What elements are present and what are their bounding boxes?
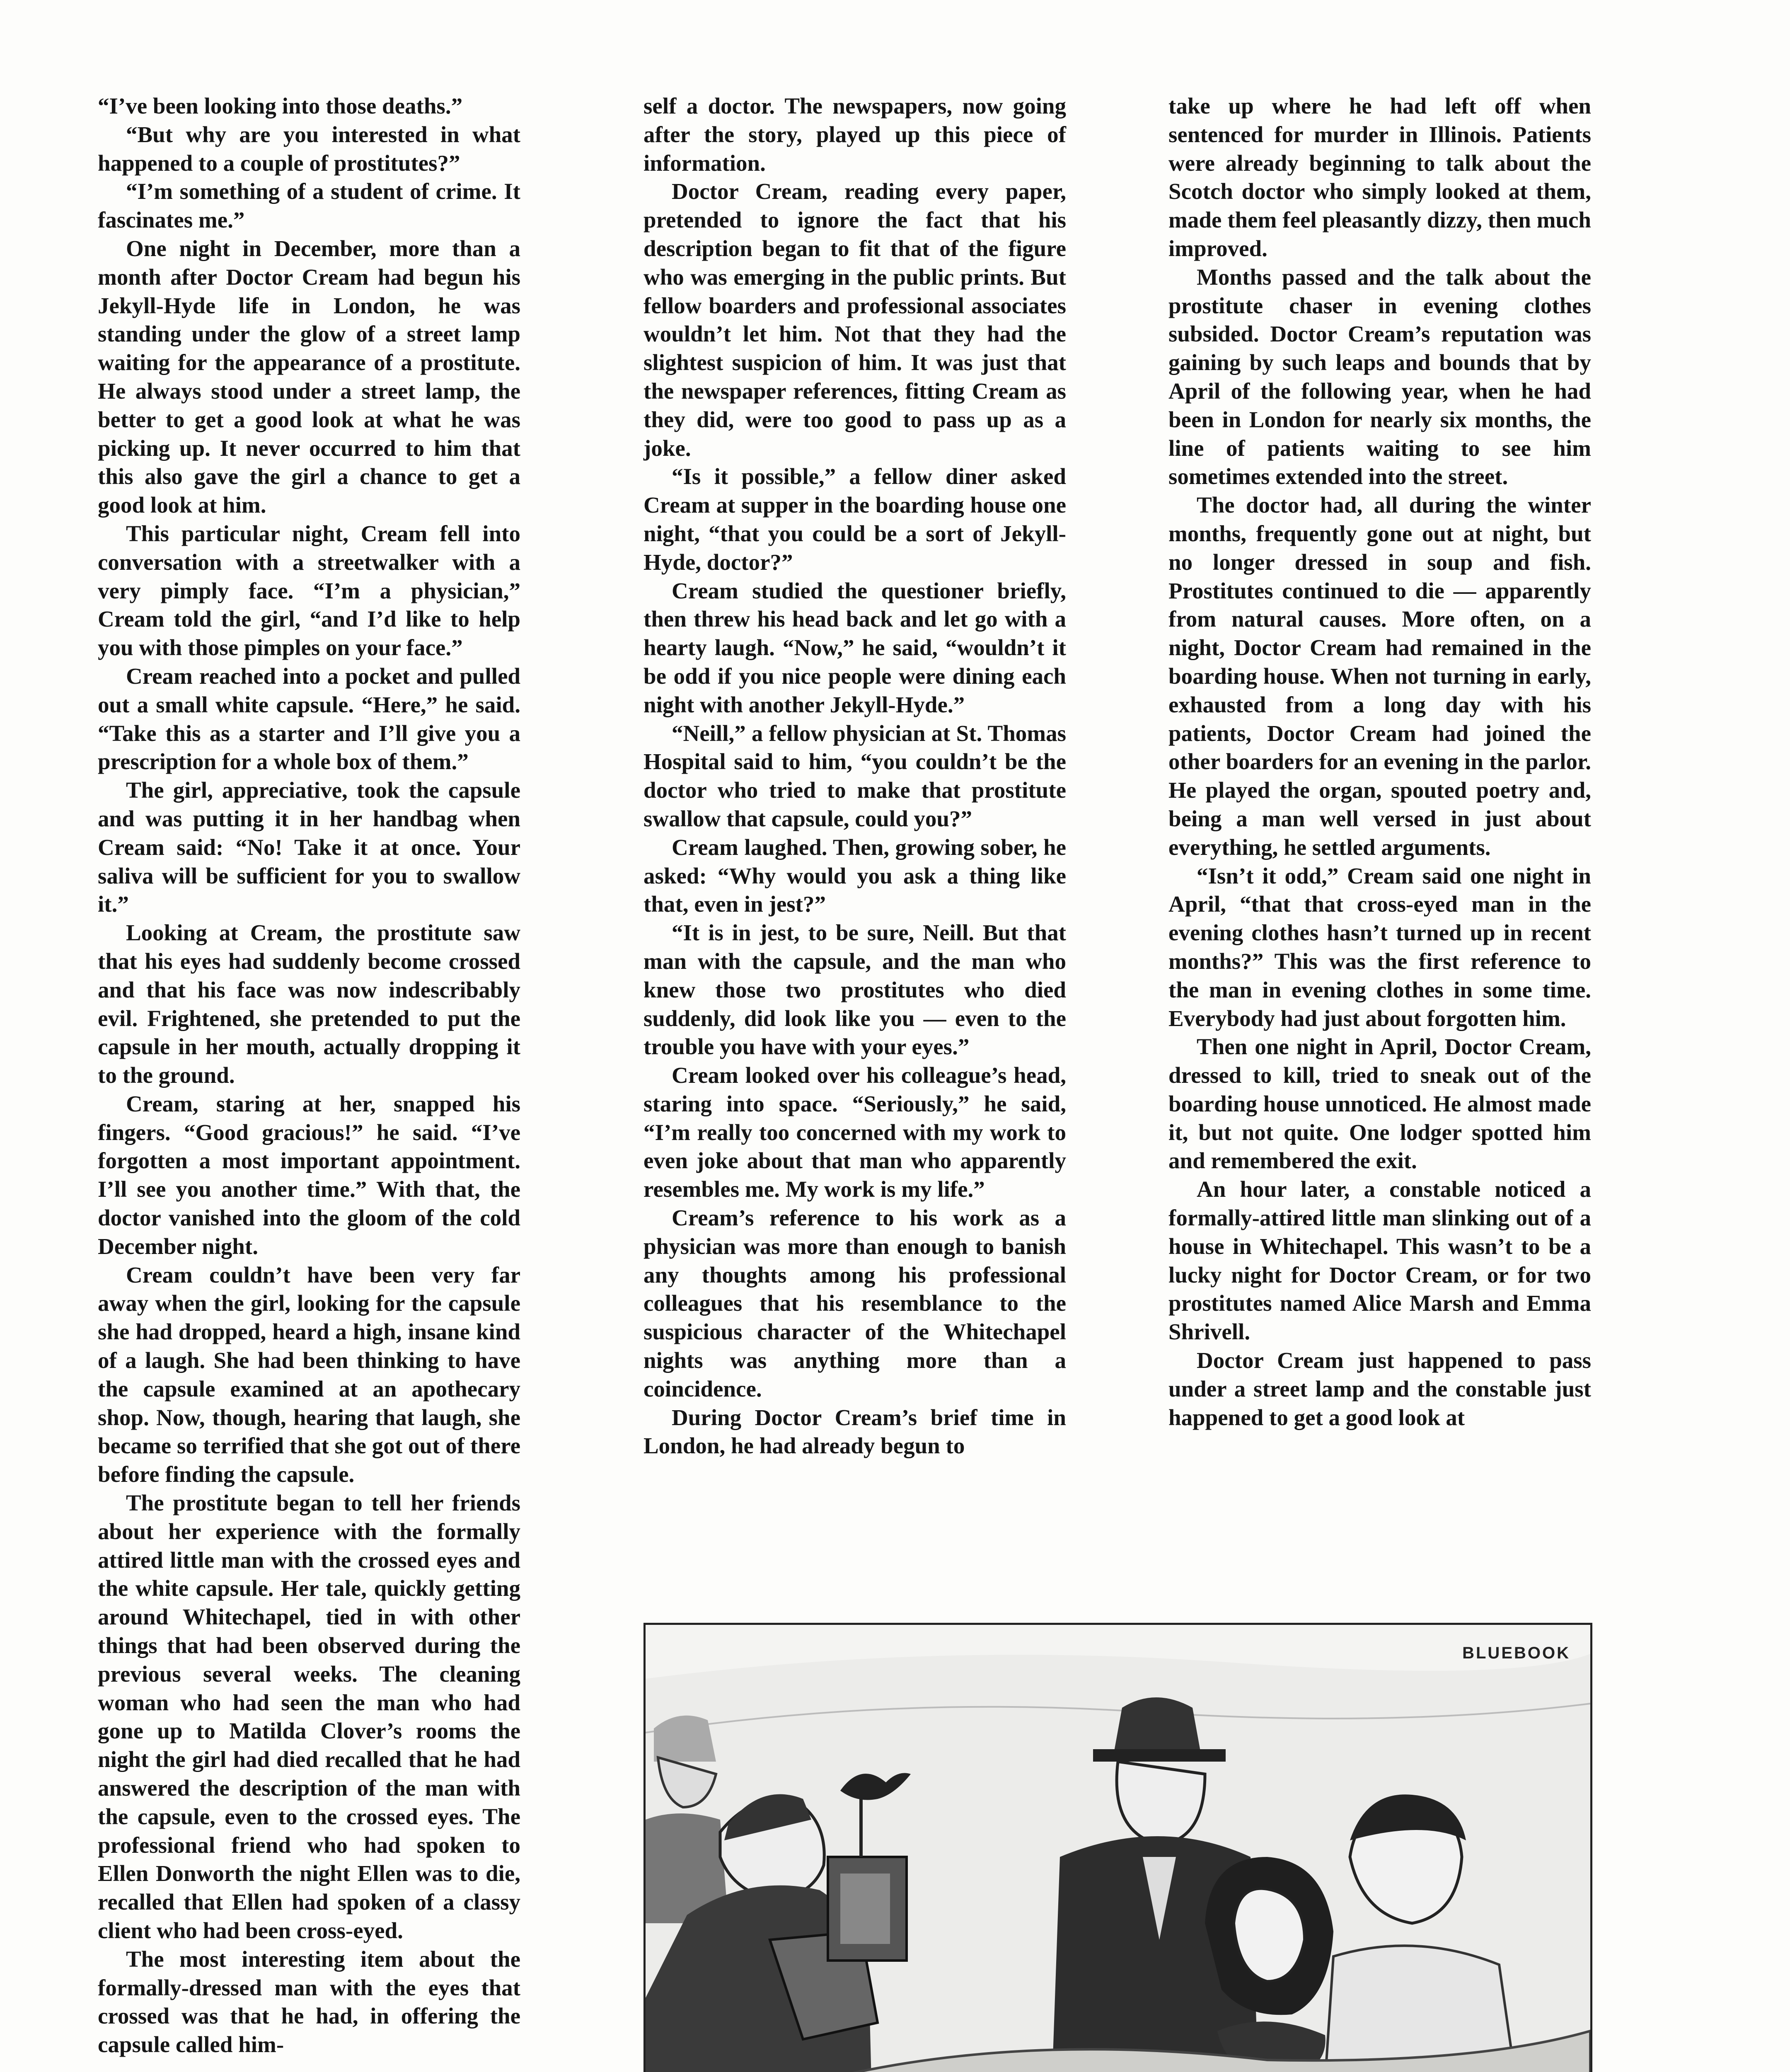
article-column-1 xyxy=(98,92,520,2059)
paragraph: One night in December, more than a month after Doctor Cream had begun his Jekyll-Hyde life in London, he was standing under the glow of a street lamp waiting for the appearance of a prostitute. He always stood under a street lamp, the better to get a good look at what he was picking up. It never occurred to him that this also gave the girl a chance to get a good look at him. xyxy=(98,235,520,518)
paragraph: self a doctor. The newspapers, now going after the story, played up this piece of information. xyxy=(643,93,1066,176)
article-column-3 xyxy=(1168,92,1591,1432)
paragraph: “Isn’t it odd,” Cream said one night in April, “that that cross-eyed man in the evening clothes hasn’t turned up in recent months?” This was the first reference to the man in evening clothes in some time. Everybody had just about forgotten him. xyxy=(1168,863,1591,1031)
paragraph: Looking at Cream, the prostitute saw that his eyes had suddenly become crossed and that his face was now indescribably evil. Frightened, she pretended to put the capsule in her mouth, actually dropping it to the ground. xyxy=(98,920,520,1088)
cartoon-illustration xyxy=(643,1623,1592,2072)
cartoon-label: BLUEBOOK xyxy=(1462,1644,1570,1662)
woman-figure xyxy=(1205,1857,1333,2072)
paragraph: Cream, staring at her, snapped his fingers. “Good gracious!” he said. “I’ve forgotten a most important appointment. I’ll see you another time.” With that, the doctor vanished into the gloom of the cold December night. xyxy=(98,1091,520,1259)
paragraph: Cream studied the questioner briefly, then threw his head back and let go with a hearty laugh. “Now,” he said, “wouldn’t it be odd if you nice people were dining each night with another Jekyll-Hyde.” xyxy=(643,578,1066,717)
paragraph: Cream laughed. Then, growing sober, he asked: “Why would you ask a thing like that, even in jest?” xyxy=(643,834,1066,917)
paragraph: During Doctor Cream’s brief time in London, he had already begun to xyxy=(643,1404,1066,1459)
paragraph: The girl, appreciative, took the capsule and was putting it in her handbag when Cream said: “No! Take it at once. Your saliva will be sufficient for you to swallow it.” xyxy=(98,777,520,917)
paragraph: “I’ve been looking into those deaths.” xyxy=(98,93,463,119)
paragraph: “It is in jest, to be sure, Neill. But that man with the capsule, and the man who knew those two prostitutes who died suddenly, did look like you — even to the trouble you have with your eyes.” xyxy=(643,920,1066,1060)
paragraph: Cream looked over his colleague’s head, staring into space. “Seriously,” he said, “I’m really too concerned with my work to even joke about that man who apparently resembles me. My work is my life.” xyxy=(643,1063,1066,1202)
man-in-bed-figure xyxy=(1325,1794,1516,2072)
paragraph: The prostitute began to tell her friends about her experience with the formally attired little man with the crossed eyes and the white capsule. Her tale, quickly getting around Whitechapel, tied in with other things that had been observed during the previous several weeks. The cleaning woman who had seen the man who had gone up to Matilda Clover’s rooms the night the girl had died recalled that he had answered the description of the man with the capsule, even to the crossed eyes. The professional friend who had spoken to Ellen Donworth the night Ellen was to die, recalled that Ellen had spoken of a classy client who had been cross-eyed. xyxy=(98,1490,520,1943)
paragraph: “Neill,” a fellow physician at St. Thomas Hospital said to him, “you couldn’t be the doctor who tried to make that prostitute swallow that capsule, could you?” xyxy=(643,720,1066,831)
paragraph: The most interesting item about the formally-dressed man with the eyes that crossed was that he had, in offering the capsule called him- xyxy=(98,1946,520,2057)
paragraph: Then one night in April, Doctor Cream, dressed to kill, tried to sneak out of the boarding house unnoticed. He almost made it, but not quite. One lodger spotted him and remembered the exit. xyxy=(1168,1034,1591,1174)
paragraph: Doctor Cream just happened to pass under a street lamp and the constable just happened to get a good look at xyxy=(1168,1348,1591,1430)
paragraph: “But why are you interested in what happened to a couple of prostitutes?” xyxy=(98,121,520,176)
paragraph: Cream couldn’t have been very far away when the girl, looking for the capsule she had dropped, heard a high, insane kind of a laugh. She had been thinking to have the capsule examined at an apothecary shop. Now, though, hearing that laugh, she became so terrified that she got out of there before finding the capsule. xyxy=(98,1262,520,1487)
paragraph: Doctor Cream, reading every paper, pretended to ignore the fact that his description began to fit that of the figure who was emerging in the public prints. But fellow boarders and professional associates wouldn’t let him. Not that they had the slightest suspicion of him. It was just that the newspaper references, fitting Cream as they did, were too good to pass up as a joke. xyxy=(643,179,1066,461)
camera-with-bird xyxy=(828,1773,911,1961)
paragraph: “Is it possible,” a fellow diner asked Cream at supper in the boarding house one night, “that you could be a sort of Jekyll-Hyde, doctor?” xyxy=(643,464,1066,575)
paragraph: “I’m something of a student of crime. It fascinates me.” xyxy=(98,179,520,233)
cartoon-drawing xyxy=(646,1625,1590,2072)
paragraph: take up where he had left off when sentenced for murder in Illinois. Patients were already beginning to talk about the Scotch doctor who simply looked at them, made them feel pleasantly dizzy, then much improved. xyxy=(1168,93,1591,261)
paragraph: This particular night, Cream fell into conversation with a streetwalker with a very pimply face. “I’m a physician,” Cream told the girl, “and I’d like to help you with those pimples on your face.” xyxy=(98,520,520,661)
article-column-2 xyxy=(643,92,1066,1460)
policeman-figure xyxy=(646,1716,728,1923)
paragraph: Cream’s reference to his work as a physician was more than enough to banish any thoughts among his professional colleagues that his resemblance to the suspicious character of the Whitechapel nights was anything more than a coincidence. xyxy=(643,1205,1066,1402)
paragraph: Months passed and the talk about the prostitute chaser in evening clothes subsided. Doctor Cream’s reputation was gaining by such leaps and bounds that by April of the following year, when he had been in London for nearly six months, the line of patients waiting to see him sometimes extended into the street. xyxy=(1168,264,1591,489)
paragraph: The doctor had, all during the winter months, frequently gone out at night, but no longer dressed in soup and fish. Prostitutes continued to die — apparently from natural causes. More often, on a night, Doctor Cream had remained in the boarding house. When not turning in early, exhausted from a long day with his patients, Doctor Cream had joined the other boarders for an evening in the parlor. He played the organ, spouted poetry and, being a man well versed in just about everything, he settled arguments. xyxy=(1168,492,1591,860)
paragraph: Cream reached into a pocket and pulled out a small white capsule. “Here,” he said. “Take this as a starter and I’ll give you a prescription for a whole box of them.” xyxy=(98,663,520,775)
paragraph: An hour later, a constable noticed a formally-attired little man slinking out of a house in Whitechapel. This wasn’t to be a lucky night for Doctor Cream, or for two prostitutes named Alice Marsh and Emma Shrivell. xyxy=(1168,1176,1591,1345)
